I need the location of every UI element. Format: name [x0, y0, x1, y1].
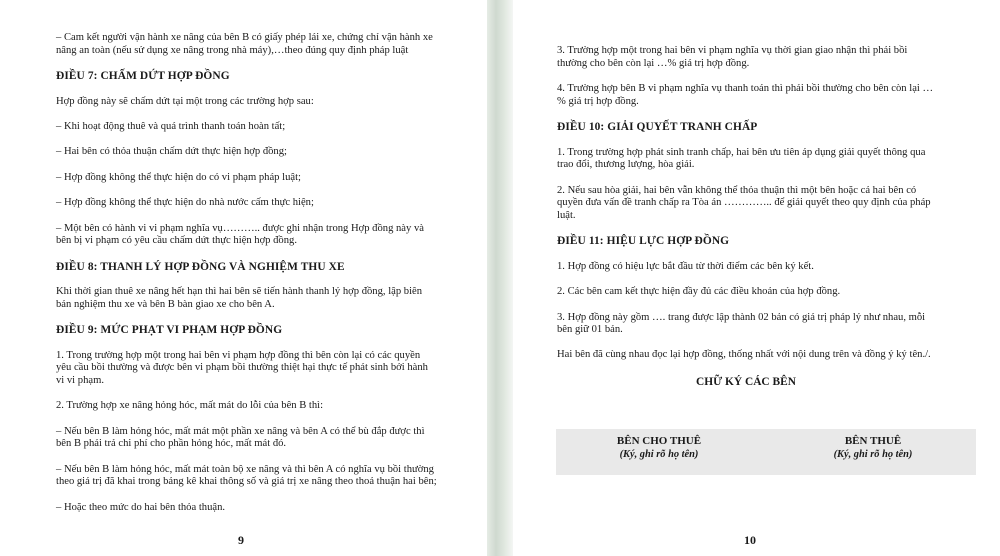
article-10-paragraph: 1. Trong trường hợp phát sinh tranh chấp, hai bên ưu tiên áp dụng giải quyết thông qua trao đổi, thương lượng, hòa giải.: [557, 146, 926, 171]
article-8-paragraph: Khi thời gian thuê xe nâng hết hạn thì hai bên sẽ tiến hành thanh lý hợp đồng, lập biên bản nghiệm thu xe và bên B bàn giao xe cho bên A.: [56, 286, 423, 310]
article-7-paragraph: Hợp đồng này sẽ chấm dứt tại một trong các trường hợp sau:: [56, 95, 314, 107]
article-9-paragraph: – Nếu bên B làm hỏng hóc, mất mát toàn bộ xe nâng và thì bên A có nghĩa vụ bồi thường theo giá trị đã khai trong bảng kê khai thông số và giá trị xe nâng theo thoả thuận hai bên;: [56, 463, 437, 488]
intro-paragraph: – Cam kết người vận hành xe nâng của bên B có giấy phép lái xe, chứng chỉ vận hành xe nâng an toàn (nếu sử dụng xe nâng trong nhà máy),…theo đúng quy định pháp luật: [56, 32, 433, 56]
article-11-paragraph: 1. Hợp đồng có hiệu lực bắt đầu từ thời điểm các bên ký kết.: [557, 260, 814, 272]
article-9-heading: ĐIỀU 9: MỨC PHẠT VI PHẠM HỢP ĐỒNG: [56, 324, 283, 337]
lessee-title: BÊN THUÊ: [844, 435, 902, 447]
article-7-paragraph: – Hợp đồng không thể thực hiện do có vi phạm pháp luật;: [56, 171, 301, 183]
article-9-paragraph: 3. Trường hợp một trong hai bên vi phạm nghĩa vụ thời gian giao nhận thì phải bồi thường cho bên còn lại …% giá trị hợp đồng.: [557, 45, 908, 69]
book-gutter: [487, 0, 513, 556]
signature-table: [556, 429, 976, 475]
left-page-content: [56, 32, 438, 527]
article-10-paragraph: 2. Nếu sau hòa giải, hai bên vẫn không thể thỏa thuận thì một bên hoặc cả hai bên có quyền đưa vấn đề tranh chấp ra Tòa án ………….. để giải quyết theo quy định của pháp luật.: [557, 184, 931, 221]
lessor-note: (Ký, ghi rõ họ tên): [619, 449, 699, 460]
signatures-title: CHỮ KÝ CÁC BÊN: [696, 376, 796, 389]
lessee-signature-block: [788, 435, 958, 461]
article-11-paragraph: 3. Hợp đồng này gồm …. trang được lập thành 02 bản có giá trị pháp lý như nhau, mỗi bên giữ 01 bản.: [557, 311, 926, 336]
article-8-heading: ĐIỀU 8: THANH LÝ HỢP ĐỒNG VÀ NGHIỆM THU XE: [56, 260, 345, 273]
page-number-right: 10: [744, 533, 756, 547]
right-page: [513, 0, 1000, 556]
article-7-paragraph: – Hợp đồng không thể thực hiện do nhà nước cấm thực hiện;: [56, 197, 314, 209]
article-11-paragraph: Hai bên đã cùng nhau đọc lại hợp đồng, thống nhất với nội dung trên và đồng ý ký tên./.: [557, 349, 931, 361]
left-page: [0, 0, 487, 556]
lessor-signature-block: [574, 435, 744, 461]
article-9-paragraph: 4. Trường hợp bên B vi phạm nghĩa vụ thanh toán thì phải bồi thường cho bên còn lại …% giá trị hợp đồng.: [557, 82, 934, 107]
article-9-paragraph: 2. Trường hợp xe nâng hỏng hóc, mất mát do lỗi của bên B thì:: [56, 400, 324, 412]
article-10-heading: ĐIỀU 10: GIẢI QUYẾT TRANH CHẤP: [557, 120, 758, 133]
article-7-paragraph: – Hai bên có thỏa thuận chấm dứt thực hiện hợp đồng;: [56, 146, 287, 158]
right-page-content: [557, 45, 935, 403]
article-9-paragraph: – Hoặc theo mức do hai bên thỏa thuận.: [56, 501, 226, 513]
article-7-paragraph: – Một bên có hành vi vi phạm nghĩa vụ……….. được ghi nhận trong Hợp đồng này và bên bị vi phạm có yêu cầu chấm dứt thực hiện hợp đồng.: [56, 222, 424, 247]
article-11-heading: ĐIỀU 11: HIỆU LỰC HỢP ĐỒNG: [557, 235, 730, 248]
page-number-left: 9: [238, 533, 244, 547]
article-9-paragraph: – Nếu bên B làm hỏng hóc, mất mát một phần xe nâng và bên A có thể bù đắp được thì bên B phải trả chi phí cho phần hỏng hóc, mất mát đó.: [56, 425, 425, 450]
article-11-paragraph: 2. Các bên cam kết thực hiện đầy đủ các điều khoản của hợp đồng.: [557, 286, 841, 298]
article-9-paragraph: 1. Trong trường hợp một trong hai bên vi phạm hợp đồng thì bên còn lại có các quyền yêu cầu bồi thường và được bên vi phạm bồi thường thiệt hại thực tế phát sinh bởi hành vi vi phạm.: [56, 349, 428, 386]
lessor-title: BÊN CHO THUÊ: [616, 435, 702, 447]
lessee-note: (Ký, ghi rõ họ tên): [833, 449, 913, 460]
article-7-paragraph: – Khi hoạt động thuê và quá trình thanh toán hoàn tất;: [56, 120, 286, 132]
article-7-heading: ĐIỀU 7: CHẤM DỨT HỢP ĐỒNG: [56, 69, 230, 82]
